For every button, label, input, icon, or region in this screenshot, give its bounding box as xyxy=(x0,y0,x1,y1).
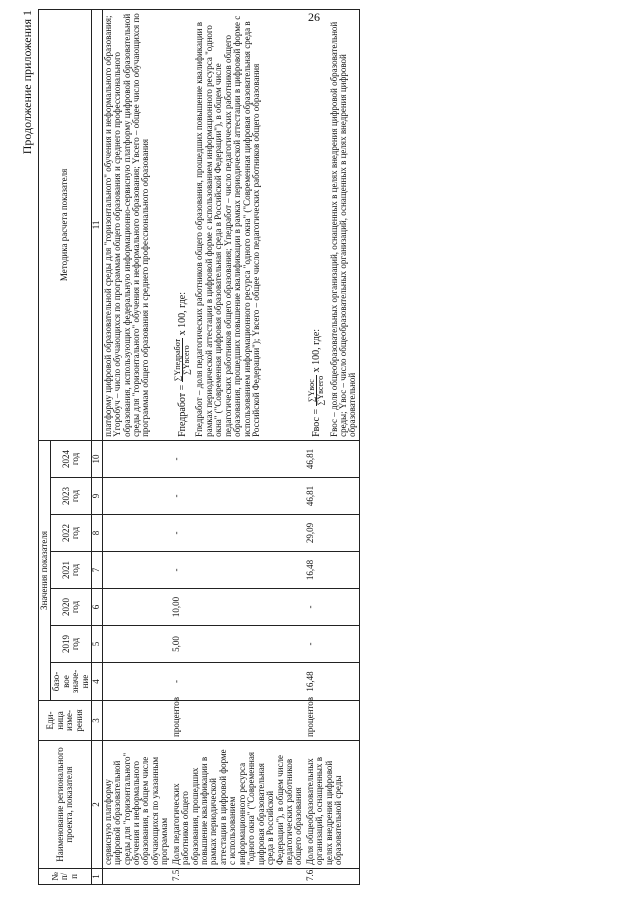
header-no: № п/п xyxy=(39,869,92,885)
row-value xyxy=(102,589,171,626)
header-year: 2019 год xyxy=(51,626,92,663)
formula-lhs: Fпедработ = xyxy=(176,384,188,437)
formula-fraction xyxy=(308,375,326,407)
header-values-group: Значения показателя xyxy=(39,440,51,700)
row-value xyxy=(102,626,171,663)
header-method: Методика расчета показателя xyxy=(39,9,92,440)
header-base: базо-вое значе-ние xyxy=(51,663,92,701)
page-number: 26 xyxy=(308,10,320,24)
indicator-table xyxy=(38,9,360,885)
row-value xyxy=(102,440,171,477)
table-row xyxy=(171,9,305,884)
method-formula xyxy=(174,13,192,437)
row-value: 5,00 xyxy=(171,626,305,663)
row-value: 46,81 xyxy=(305,440,360,477)
formula-numerator: ∑Yпедработ xyxy=(172,338,182,382)
rotated-page-content xyxy=(20,10,620,885)
header-year: 2020 год xyxy=(51,589,92,626)
column-number: 7 xyxy=(92,552,102,589)
column-number: 11 xyxy=(92,9,102,440)
row-value: - xyxy=(171,440,305,477)
row-no xyxy=(102,869,171,885)
row-value: - xyxy=(171,515,305,552)
row-value: - xyxy=(171,478,305,515)
column-number: 6 xyxy=(92,589,102,626)
table-row xyxy=(305,9,360,884)
column-number: 3 xyxy=(92,701,102,741)
row-no: 7.6. xyxy=(305,869,360,885)
method-text: платформу цифровой образовательной среды для "горизонтального" обучения и неформального образования; Yгоробуч – число обучающихся по программам общего образования и среднего профессионального образования, использующих федеральную информационно-сервисную платформу цифровой образовательной среды для "горизонтального" обучения и неформального образования; Yвсего – общее число обучающихся по программам общего образования и среднего профессионального образования xyxy=(102,13,151,437)
row-base xyxy=(102,663,171,701)
row-value xyxy=(102,478,171,515)
row-value: 16,48 xyxy=(305,552,360,589)
column-number: 8 xyxy=(92,515,102,552)
row-unit: процентов xyxy=(305,701,360,741)
column-number: 10 xyxy=(92,440,102,477)
header-unit: Еди-ница изме-рения xyxy=(39,701,92,741)
row-unit xyxy=(102,701,171,741)
row-value: 46,81 xyxy=(305,478,360,515)
row-value: 29,09 xyxy=(305,515,360,552)
formula-numerator: ∑Yвос xyxy=(308,375,317,407)
row-value xyxy=(102,552,171,589)
header-year: 2023 год xyxy=(51,478,92,515)
appendix-label: Продолжение приложения 1 xyxy=(20,10,34,155)
row-name: Доля общеобразовательных организаций, оснащенных в целях внедрения цифровой образовательной среды xyxy=(305,741,360,869)
row-no: 7.5. xyxy=(171,869,305,885)
row-method xyxy=(102,9,171,440)
formula-denominator: ∑Yвсего xyxy=(316,375,326,406)
row-value: 10,00 xyxy=(171,589,305,626)
column-number: 9 xyxy=(92,478,102,515)
row-method xyxy=(171,9,305,440)
row-value: - xyxy=(305,589,360,626)
header-year: 2022 год xyxy=(51,515,92,552)
row-base: 16,48 xyxy=(305,663,360,701)
row-name: сервисную платформу цифровой образовательной среды для "горизонтального" обучения и неформального образования, в общем числе обучающихся по указанным программам xyxy=(102,741,171,869)
method-text: Fпедработ – доля педагогических работников общего образования, прошедших повышение квалификации в рамках периодической аттестации в цифровой форме с использованием информационного ресурса "одного окна" ("Современная цифровая образовательная среда в Российской Федерации"), в общем числе педагогических работников общего образования; Yпедработ – число педагогических работников общего образования, прошедших повышение квалификации в рамках периодической аттестации в цифровой форме с использованием информационного ресурса "одного окна" ("Современная цифровая образовательная среда в Российской Федерации"); Yвсего – общее число педагогических работников общего образования xyxy=(194,15,262,437)
column-number: 1 xyxy=(92,869,102,885)
header-year: 2024 год xyxy=(51,440,92,477)
method-text: Fвос – доля общеобразовательных организаций, оснащенных в целях внедрения цифровой образовательной среды; Yвос – число общеобразовательных организаций, оснащенных в целях внедрения цифровой образовательной xyxy=(328,21,358,437)
table-row xyxy=(102,9,171,884)
row-value xyxy=(102,515,171,552)
column-number: 5 xyxy=(92,626,102,663)
formula-fraction xyxy=(174,338,192,382)
formula-denominator: ∑Yвсего xyxy=(182,345,192,375)
row-name: Доля педагогических работников общего образования, прошедших повышение квалификации в рамках периодической аттестации в цифровой форме с использованием информационного ресурса "одного окна" ("Современная цифровая образовательная среда в Российской Федерации"), в общем числе педагогических работников общего образования xyxy=(171,741,305,869)
header-year: 2021 год xyxy=(51,552,92,589)
formula-rhs: x 100, где: xyxy=(311,328,322,373)
row-base: - xyxy=(171,663,305,701)
row-value: - xyxy=(171,552,305,589)
column-number: 4 xyxy=(92,663,102,701)
column-number: 2 xyxy=(92,741,102,869)
method-formula xyxy=(308,13,326,437)
formula-lhs: Fвос = xyxy=(311,408,322,437)
header-name: Наименование регионального проекта, показателя xyxy=(39,741,92,869)
row-method xyxy=(305,9,360,440)
row-value: - xyxy=(305,626,360,663)
row-unit: процентов xyxy=(171,701,305,741)
formula-rhs: x 100, где: xyxy=(176,291,188,336)
